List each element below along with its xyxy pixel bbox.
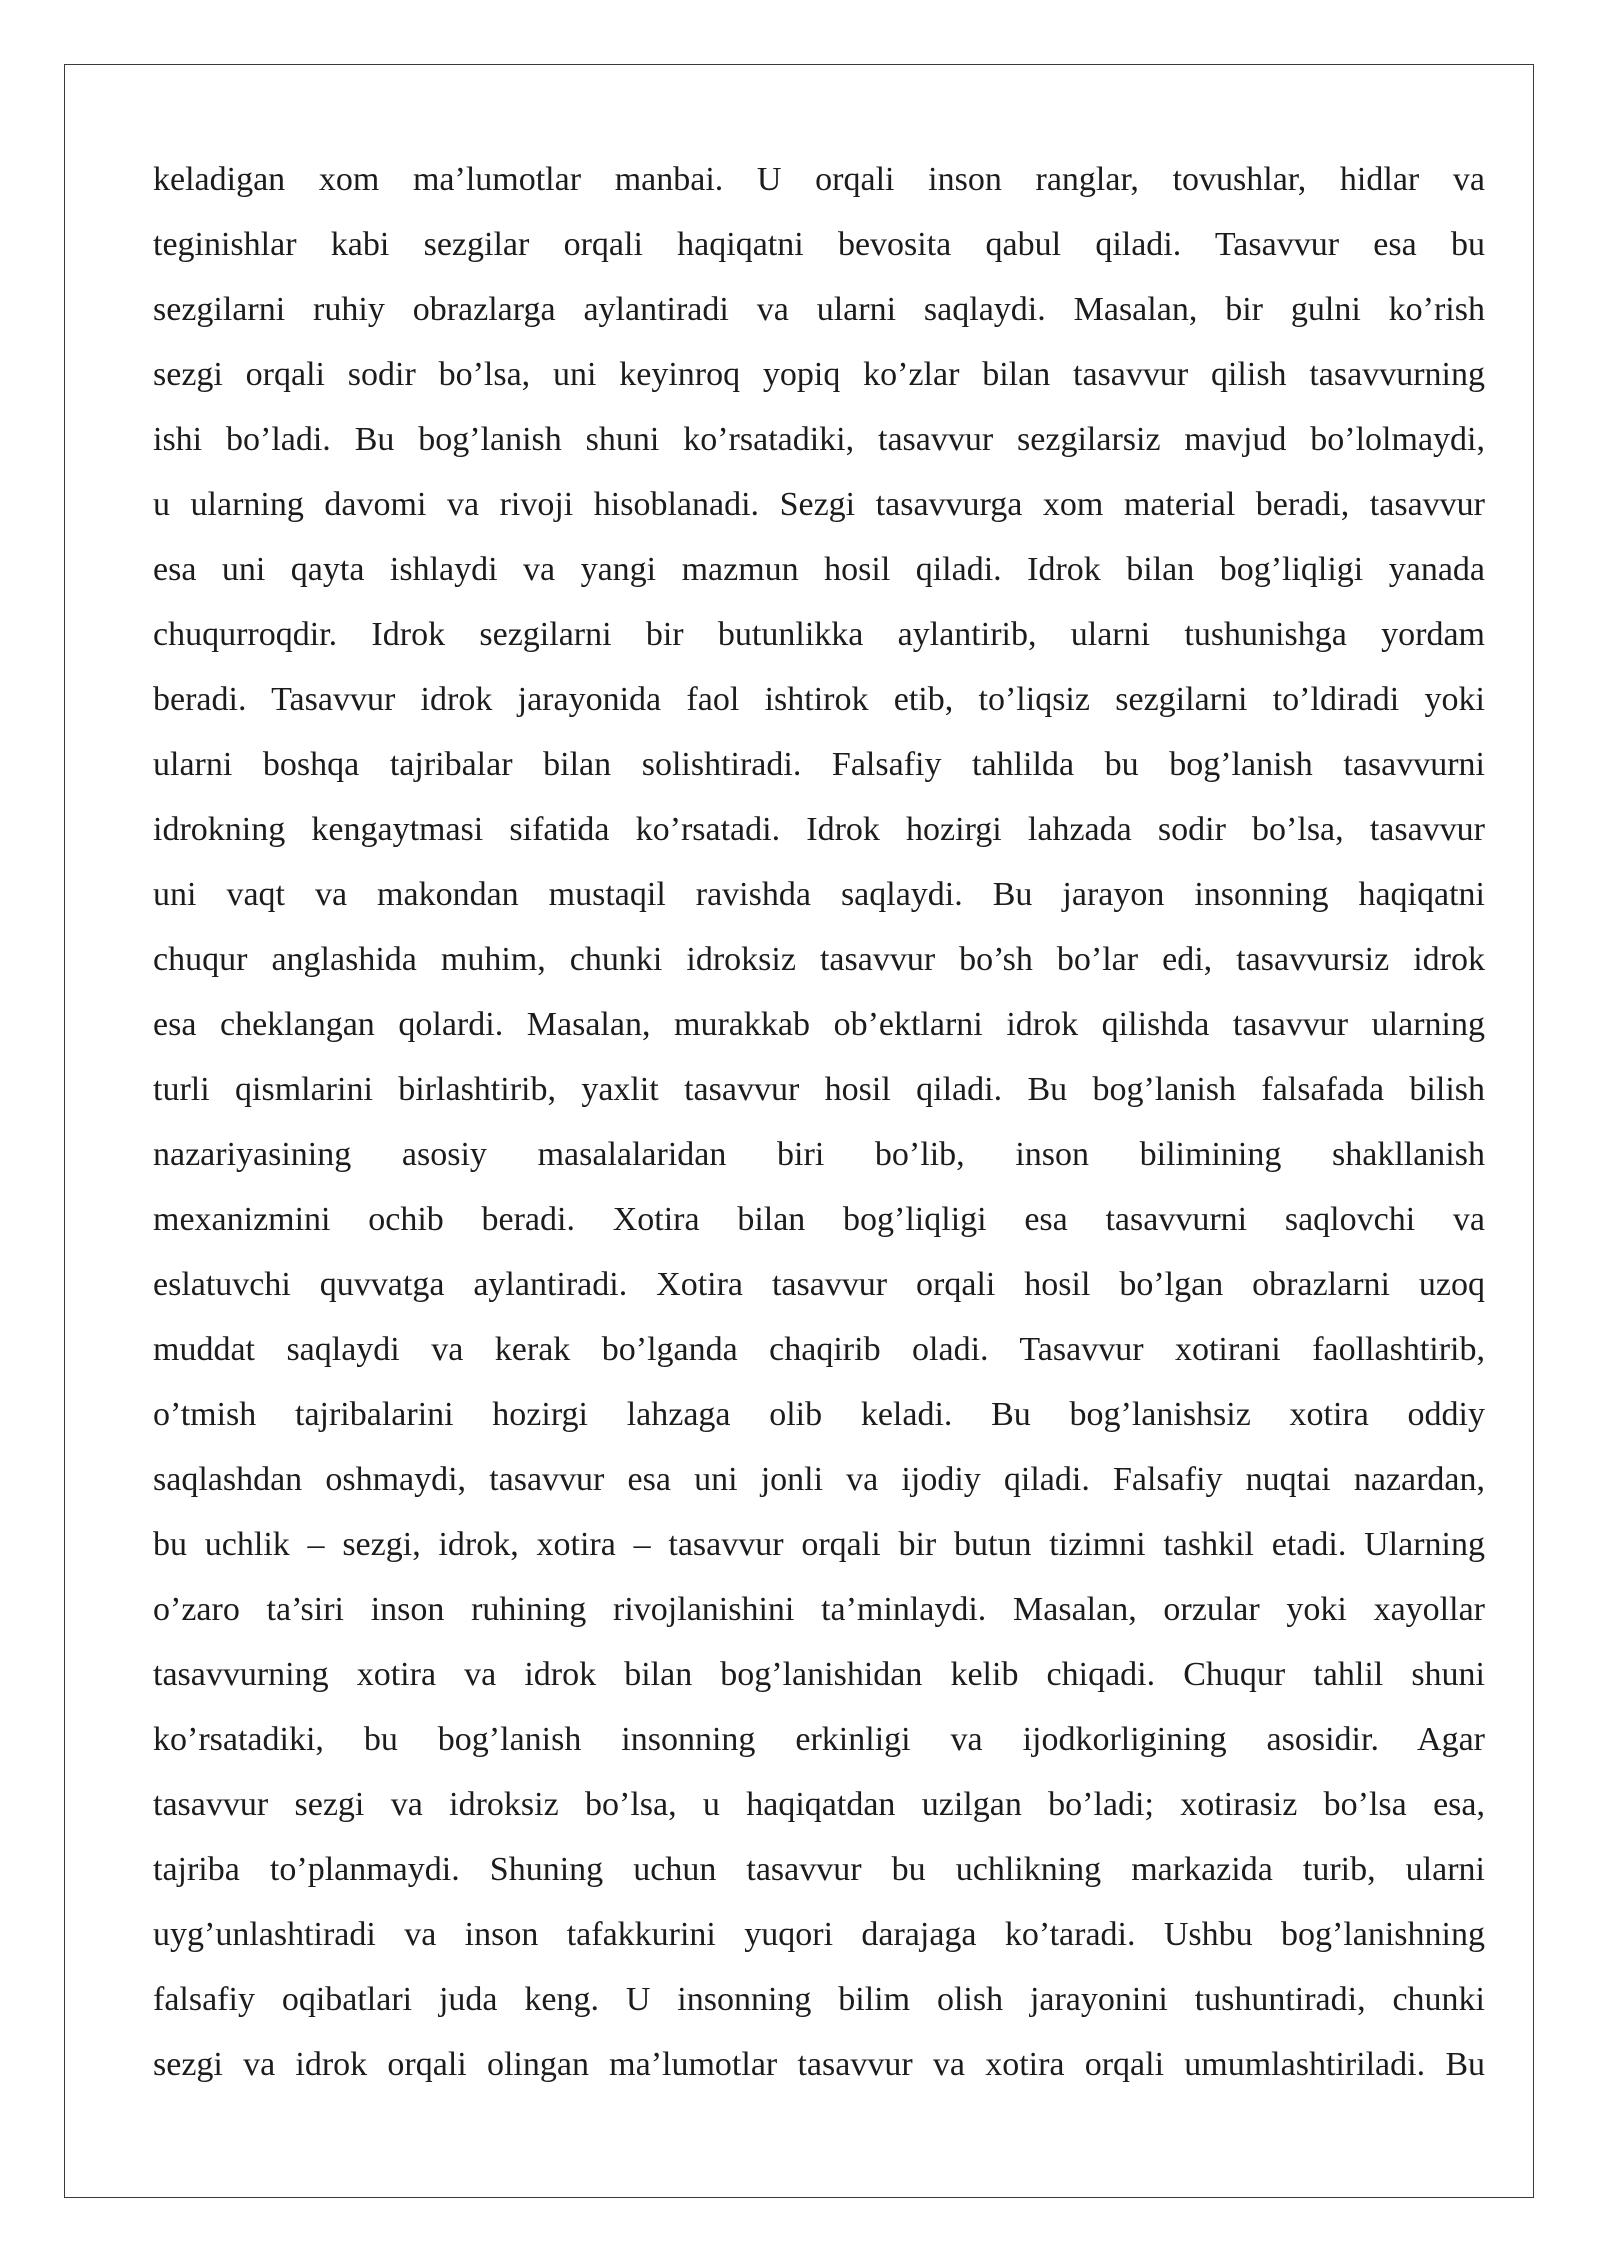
text-line: sezgilarni ruhiy obrazlarga aylantiradi va ularni saqlaydi. Masalan, bir gulni ko’rish [153,291,1485,328]
text-line: sezgi orqali sodir bo’lsa, uni keyinroq yopiq ko’zlar bilan tasavvur qilish tasavvurning [153,356,1485,393]
text-line: bu uchlik – sezgi, idrok, xotira – tasavvur orqali bir butun tizimni tashkil etadi. Ularning [153,1526,1485,1563]
text-line: uni vaqt va makondan mustaqil ravishda saqlaydi. Bu jarayon insonning haqiqatni [153,876,1485,913]
text-line: muddat saqlaydi va kerak bo’lganda chaqirib oladi. Tasavvur xotirani faollashtirib, [153,1331,1485,1368]
text-line: teginishlar kabi sezgilar orqali haqiqatni bevosita qabul qiladi. Tasavvur esa bu [153,226,1485,263]
text-line: ishi bo’ladi. Bu bog’lanish shuni ko’rsatadiki, tasavvur sezgilarsiz mavjud bo’lolmaydi, [153,421,1485,458]
text-line: idrokning kengaytmasi sifatida ko’rsatadi. Idrok hozirgi lahzada sodir bo’lsa, tasavvur [153,811,1485,848]
text-line: ko’rsatadiki, bu bog’lanish insonning erkinligi va ijodkorligining asosidir. Agar [153,1721,1485,1758]
text-line: chuqur anglashida muhim, chunki idroksiz tasavvur bo’sh bo’lar edi, tasavvursiz idrok [153,941,1485,978]
text-line: tasavvur sezgi va idroksiz bo’lsa, u haqiqatdan uzilgan bo’ladi; xotirasiz bo’lsa esa, [153,1786,1485,1823]
text-line: uyg’unlashtiradi va inson tafakkurini yuqori darajaga ko’taradi. Ushbu bog’lanishning [153,1916,1485,1953]
text-line: u ularning davomi va rivoji hisoblanadi. Sezgi tasavvurga xom material beradi, tasavvur [153,486,1485,523]
text-line: turli qismlarini birlashtirib, yaxlit tasavvur hosil qiladi. Bu bog’lanish falsafada bilish [153,1071,1485,1108]
body-text [153,147,1485,2097]
text-line: chuqurroqdir. Idrok sezgilarni bir butunlikka aylantirib, ularni tushunishga yordam [153,616,1485,653]
text-line: tajriba to’planmaydi. Shuning uchun tasavvur bu uchlikning markazida turib, ularni [153,1851,1485,1888]
text-line: ularni boshqa tajribalar bilan solishtiradi. Falsafiy tahlilda bu bog’lanish tasavvurni [153,746,1485,783]
text-line: mexanizmini ochib beradi. Xotira bilan bog’liqligi esa tasavvurni saqlovchi va [153,1201,1485,1238]
text-line: saqlashdan oshmaydi, tasavvur esa uni jonli va ijodiy qiladi. Falsafiy nuqtai nazardan, [153,1461,1485,1498]
text-line: keladigan xom ma’lumotlar manbai. U orqali inson ranglar, tovushlar, hidlar va [153,161,1485,198]
text-line: tasavvurning xotira va idrok bilan bog’lanishidan kelib chiqadi. Chuqur tahlil shuni [153,1656,1485,1693]
text-line: o’zaro ta’siri inson ruhining rivojlanishini ta’minlaydi. Masalan, orzular yoki xayollar [153,1591,1485,1628]
text-line: falsafiy oqibatlari juda keng. U insonning bilim olish jarayonini tushuntiradi, chunki [153,1981,1485,2018]
text-line: o’tmish tajribalarini hozirgi lahzaga olib keladi. Bu bog’lanishsiz xotira oddiy [153,1396,1485,1433]
text-line: eslatuvchi quvvatga aylantiradi. Xotira tasavvur orqali hosil bo’lgan obrazlarni uzoq [153,1266,1485,1303]
text-line: sezgi va idrok orqali olingan ma’lumotlar tasavvur va xotira orqali umumlashtiriladi. Bu [153,2046,1485,2083]
text-line: beradi. Tasavvur idrok jarayonida faol ishtirok etib, to’liqsiz sezgilarni to’ldiradi yoki [153,681,1485,718]
text-line: nazariyasining asosiy masalalaridan biri bo’lib, inson bilimining shakllanish [153,1136,1485,1173]
text-line: esa cheklangan qolardi. Masalan, murakkab ob’ektlarni idrok qilishda tasavvur ularning [153,1006,1485,1043]
text-line: esa uni qayta ishlaydi va yangi mazmun hosil qiladi. Idrok bilan bog’liqligi yanada [153,551,1485,588]
